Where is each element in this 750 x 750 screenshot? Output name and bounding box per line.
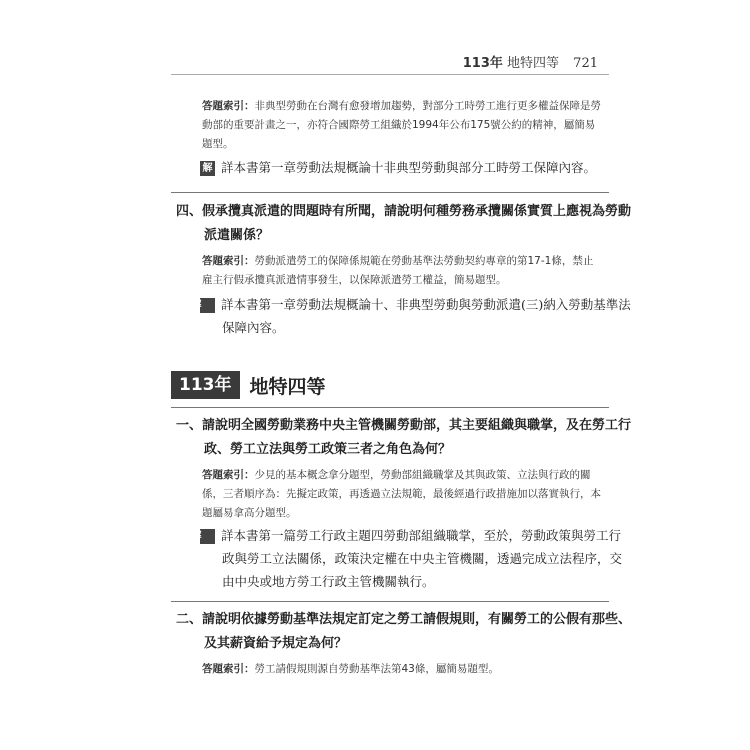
solution-mark-icon: 解 [200, 161, 215, 176]
answer-index [202, 660, 602, 679]
answer-index-text: 勞工請假規則源自勞動基準法第43條，屬簡易題型。 [254, 663, 499, 675]
answer-index-label: 答題索引： [202, 100, 255, 112]
question-4: 四、假承攬真派遣的問題時有所聞，請說明何種勞務承攬關係實質上應視為勞動派遣關係？ [176, 204, 632, 243]
solution [191, 293, 632, 339]
question-rule [171, 601, 609, 602]
question-rule [171, 407, 609, 408]
answer-index [202, 466, 602, 523]
solution-mark-icon: 解 [200, 298, 215, 313]
answer-index-text: 非典型勞動在台灣有愈發增加趨勢，對部分工時勞工進行更多權益保障是勞動部的重要計畫之一，亦符合國際勞工組織於1994年公布175號公約的精神，屬簡易題型。 [202, 100, 601, 150]
answer-index-label: 答題索引： [202, 255, 255, 267]
answer-index-text: 少見的基本概念拿分題型，勞動部組織職掌及其與政策、立法與行政的關係，三者順序為：先擬定政策，再透過立法規範，最後經過行政措施加以落實執行，本題屬易拿高分題型。 [202, 469, 601, 519]
solution [191, 524, 632, 593]
header-rule [171, 74, 609, 75]
solution-text: 詳本書第一章勞動法規概論十、非典型勞動與勞動派遣(三)納入勞動基準法保障內容。 [221, 297, 631, 335]
header-exam: 地特四等 [507, 56, 560, 71]
section-heading [171, 370, 326, 400]
question-1: 一、請說明全國勞動業務中央主管機關勞動部，其主要組織與職掌，及在勞工行政、勞工立法與勞工政策三者之角色為何？ [176, 418, 632, 457]
solution-mark-icon: 解 [200, 529, 215, 544]
answer-index [202, 97, 602, 154]
answer-index-label: 答題索引： [202, 663, 255, 675]
page-number: 721 [573, 56, 598, 71]
question-2: 二、請說明依據勞動基準法規定訂定之勞工請假規則，有關勞工的公假有那些、及其薪資給予規定為何？ [176, 612, 632, 651]
section-title: 地特四等 [249, 375, 326, 398]
answer-index [202, 252, 602, 290]
answer-index-label: 答題索引： [202, 469, 255, 481]
header-year: 113年 [462, 56, 503, 71]
section-year-badge: 113年 [171, 371, 240, 399]
answer-index-text: 勞動派遣勞工的保障係規範在勞動基準法勞動契約專章的第17-1條，禁止雇主行假承攬真派遣情事發生，以保障派遣勞工權益，簡易題型。 [202, 255, 594, 286]
solution-text: 詳本書第一篇勞工行政主題四勞動部組織職掌，至於，勞動政策與勞工行政與勞工立法關係，政策決定權在中央主管機關，透過完成立法程序，交由中央或地方勞工行政主管機關執行。 [221, 528, 623, 589]
solution [200, 156, 610, 179]
question-rule [171, 192, 609, 193]
solution-text: 詳本書第一章勞動法規概論十非典型勞動與部分工時勞工保障內容。 [221, 160, 597, 175]
running-header [463, 52, 598, 71]
